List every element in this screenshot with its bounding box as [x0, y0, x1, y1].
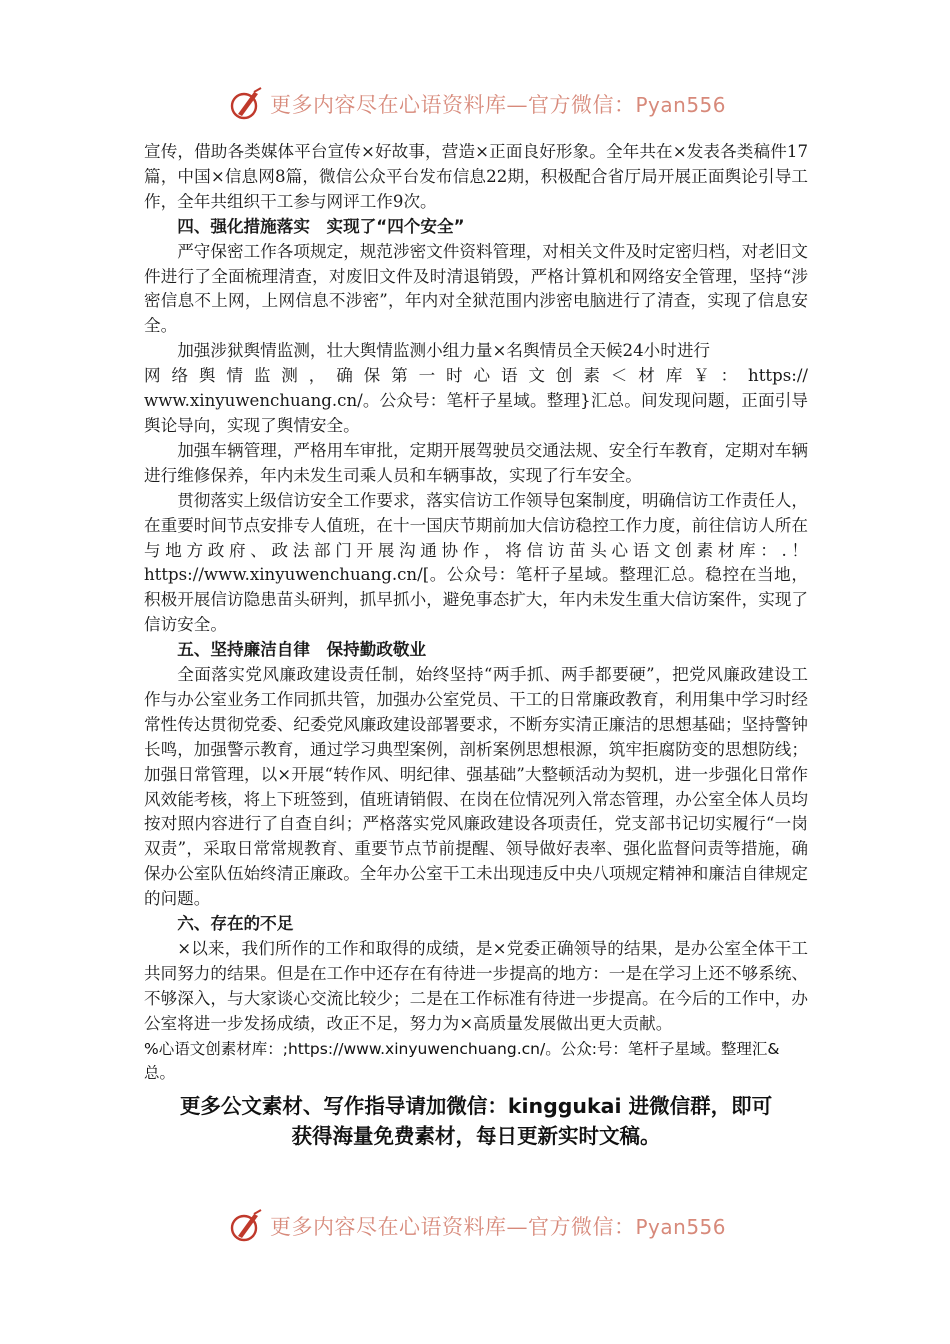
banner-text: 更多内容尽在心语资料库—官方微信：Pyan556	[270, 1215, 727, 1239]
header-banner	[228, 84, 728, 124]
banner-wechat-id: Pyan556	[635, 1215, 727, 1239]
banner-text: 更多内容尽在心语资料库—官方微信：Pyan556	[270, 93, 727, 117]
paragraph-vehicles: 加强车辆管理，严格用车审批，定期开展驾驶员交通法规、安全行车教育，定期对车辆进行维修保养，年内未发生司乘人员和车辆事故，实现了行车安全。	[144, 440, 808, 485]
paragraph-petitions: 贯彻落实上级信访安全工作要求，落实信访工作领导包案制度，明确信访工作责任人，在重要时间节点安排专人值班，在十一国庆节期前加大信访稳控工作力度，前往信访人所在与地方政府、政法部门开展沟通协作，将信访苗头心语文创素材库：.！https://www.xinyuwenchuang.cn/[。公众号：笔杆子星域。整理汇总。稳控在当地，积极开展信访隐患苗头研判，抓早抓小，避免事态扩大，年内未发生重大信访案件，实现了信访安全。	[144, 490, 808, 635]
banner-wechat-id: Pyan556	[635, 93, 727, 117]
section-heading-5: 五、坚持廉洁自律 保持勤政敬业	[177, 640, 427, 660]
promo-block	[134, 1091, 818, 1151]
document-body	[144, 140, 808, 1151]
paragraph-publicity: 宣传，借助各类媒体平台宣传×好故事，营造×正面良好形象。全年共在×发表各类稿件17篇，中国×信息网8篇，微信公众平台发布信息22期，积极配合省厅局开展正面舆论引导工作，全年共组织干工参与网评工作9次。	[144, 142, 808, 211]
paragraph-shortcomings: ×以来，我们所作的工作和取得的成绩，是×党委正确领导的结果，是办公室全体干工共同努力的结果。但是在工作中还存在有待进一步提高的地方：一是在学习上还不够系统、不够深入，与大家谈心交流比较少；二是在工作标准有待进一步提高。在今后的工作中，办公室将进一步发扬成绩，改正不足，努力为×高质量发展做出更大贡献。	[144, 939, 808, 1033]
promo-line-2: 获得海量免费素材，每日更新实时文稿。	[291, 1123, 661, 1148]
footer-banner	[228, 1206, 728, 1246]
paragraph-opinion-line-2: 网络舆情监测，确保第一时心语文创素＜材库￥：https://	[144, 366, 808, 386]
quill-pen-logo-icon	[228, 1208, 264, 1244]
paragraph-opinion-line-3: www.xinyuwenchuang.cn/。公众号：笔杆子星域。整理}汇总。间发现问题，正面引导舆论导向，实现了舆情安全。	[144, 391, 808, 435]
source-note: %心语文创素材库：;https://www.xinyuwenchuang.cn/。公众:号：笔杆子星域。整理汇&总。	[144, 1039, 780, 1082]
paragraph-confidentiality: 严守保密工作各项规定，规范涉密文件资料管理，对相关文件及时定密归档，对老旧文件进行了全面梳理清查，对废旧文件及时清退销毁，严格计算机和网络安全管理，坚持“涉密信息不上网，上网信息不涉密”，年内对全狱范围内涉密电脑进行了清查，实现了信息安全。	[144, 241, 808, 336]
paragraph-opinion-line-1: 加强涉狱舆情监测，壮大舆情监测小组力量×名舆情员全天候24小时进行	[177, 341, 711, 361]
paragraph-integrity: 全面落实党风廉政建设责任制，始终坚持“两手抓、两手都要硬”，把党风廉政建设工作与办公室业务工作同抓共管，加强办公室党员、干工的日常廉政教育，利用集中学习时经常性传达贯彻党委、纪委党风廉政建设部署要求，不断夯实清正廉洁的思想基础；坚持警钟长鸣，加强警示教育，通过学习典型案例，剖析案例思想根源，筑牢拒腐防变的思想防线；加强日常管理，以×开展“转作风、明纪律、强基础”大整顿活动为契机，进一步强化日常作风效能考核，将上下班签到，值班请销假、在岗在位情况列入常态管理，办公室全体人员均按对照内容进行了自查自纠；严格落实党风廉政建设各项责任，党支部书记切实履行“一岗双责”，采取日常常规教育、重要节点节前提醒、领导做好表率、强化监督问责等措施，确保办公室队伍始终清正廉政。全年办公室干工未出现违反中央八项规定精神和廉洁自律规定的问题。	[144, 665, 808, 909]
quill-pen-logo-icon	[228, 86, 264, 122]
section-heading-6: 六、存在的不足	[177, 914, 294, 934]
promo-line-1: 更多公文素材、写作指导请加微信：kinggukai 进微信群，即可	[179, 1093, 773, 1118]
section-heading-4: 四、强化措施落实 实现了“四个安全”	[177, 216, 465, 236]
